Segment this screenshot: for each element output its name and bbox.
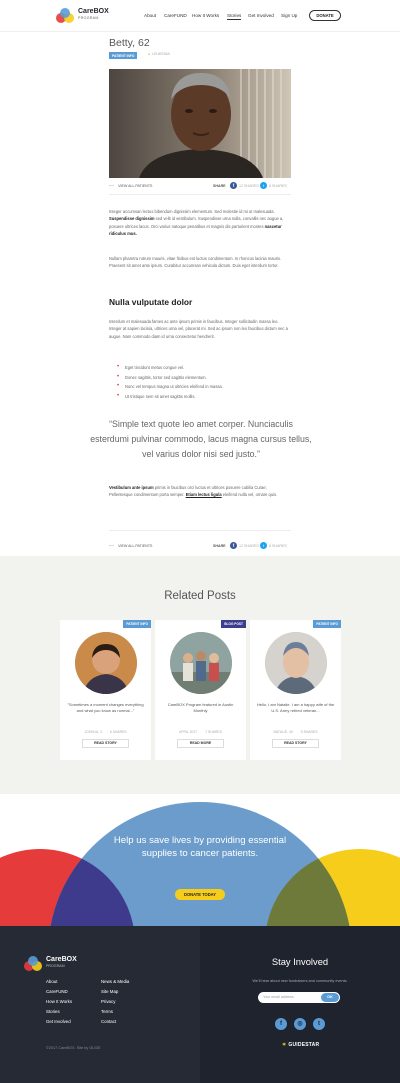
diagnosis-label: ● LEUKEMIA — [148, 52, 170, 56]
read-story-button[interactable]: READ STORY — [272, 739, 319, 748]
card-excerpt: Hello, I am Natalie. I am a happy wife of the U.S. Army retired veteran... — [256, 702, 335, 714]
footer-link-privacy[interactable]: Privacy — [101, 999, 116, 1004]
card-badge: PATIENT INFO — [123, 620, 151, 628]
footer-link-news-media[interactable]: News & Media — [101, 979, 130, 984]
share-bar-top — [109, 182, 291, 192]
card-badge: PATIENT INFO — [313, 620, 341, 628]
view-all-patients-link[interactable]: ⟵ VIEW ALL PATIENTS — [109, 184, 153, 188]
facebook-share-count: 12 SHARES — [239, 544, 259, 548]
footer-brand-subtitle: PROGRAM — [46, 964, 65, 968]
brand-subtitle: PROGRAM — [78, 16, 99, 20]
related-card[interactable] — [250, 620, 341, 760]
page-title: Betty, 62 — [109, 37, 150, 49]
guidestar-logo[interactable]: ✶ GUIDESTAR — [282, 1042, 319, 1048]
twitter-icon[interactable]: t — [313, 1018, 325, 1030]
twitter-share-icon[interactable]: t — [260, 542, 267, 549]
footer-link-about[interactable]: About — [46, 979, 58, 984]
nav-sign-up[interactable]: Sign Up — [281, 13, 298, 18]
inline-link[interactable]: Etiam lectus ligula — [185, 492, 222, 498]
twitter-share-count: 8 SHARES — [269, 544, 287, 548]
footer-brand[interactable] — [46, 956, 77, 968]
instagram-icon[interactable]: ◎ — [294, 1018, 306, 1030]
pull-quote: “Simple text quote leo amet corper. Nunciaculis esterdumi pulvinar commodo, lacus magna cursus tellus, vel varius dolor nisi sed justo.” — [90, 419, 312, 459]
read-more-button[interactable]: READ MORE — [177, 739, 224, 748]
list-item: • Eget tincidunt metus congue vel. — [117, 363, 287, 373]
nav-get-involved[interactable]: Get Involved — [248, 13, 274, 18]
share-bar-bottom — [109, 542, 291, 552]
footer-link-terms[interactable]: Terms — [101, 1009, 113, 1014]
stay-involved-subtitle: We'll hear about new fundraisers and community events. — [252, 979, 348, 983]
footer-link-stories[interactable]: Stories — [46, 1009, 60, 1014]
subscribe-ok-button[interactable]: OK — [321, 993, 339, 1002]
section-heading: Nulla vulputate dolor — [109, 297, 193, 307]
email-field[interactable] — [258, 992, 340, 1003]
bullet-list — [117, 363, 287, 401]
card-photo — [75, 632, 137, 694]
related-card[interactable] — [155, 620, 246, 760]
facebook-share-icon[interactable]: f — [230, 542, 237, 549]
nav-stories[interactable]: Stories — [227, 13, 242, 18]
related-card[interactable] — [60, 620, 151, 760]
footer-brand-title: CareBOX — [46, 956, 77, 963]
footer-newsletter-panel — [200, 926, 400, 1083]
article-paragraph-3: Interdum et malesuada fames ac ante ipsum primis in faucibus. Integer sollicitudin massa leo. Integer at sapien lacinia, ultrices urna vel, placerat mi. Sed ac ipsum non leo faucibus dictum nec a augue. Nam commodo diam id urna consectetur hendrerit. — [109, 319, 288, 339]
view-all-patients-link[interactable]: ⟵ VIEW ALL PATIENTS — [109, 544, 153, 548]
card-meta: APRIL 2017 7 SHARES — [179, 730, 222, 734]
card-meta: NATALIE, 40 5 SHARES — [273, 730, 318, 734]
card-excerpt: CareBOX Program featured in Austin Monthly — [167, 702, 234, 714]
article-paragraph-4: Vestibulum ante ipsum primis in faucibus orci luctus et ultrices posuere cubilia Curae; Pellentesque condimentum porta semper. Etiam lectus ligula eleifend nulla vel, ornare quis. — [109, 485, 278, 498]
hero-photo — [109, 69, 291, 178]
donate-button[interactable]: DONATE — [309, 10, 341, 21]
list-item: • Nunc vel tempus magna ut ultricies eleifend in massa. — [117, 382, 287, 392]
list-item: • Ut tristique sem sit amet sagittis mollis. — [117, 392, 287, 402]
portrait-image — [109, 69, 291, 178]
brand-name[interactable] — [78, 8, 109, 20]
email-placeholder: Your email address — [263, 995, 294, 999]
footer-link-carefund[interactable]: CareFUND — [46, 989, 68, 994]
stay-involved-title: Stay Involved — [271, 956, 329, 967]
card-meta: JOSHUA, 3 6 SHARES — [84, 730, 127, 734]
article-paragraph-1: Integer accumsan lectus bibendum dignissim elementum. Sed molestie id mi ut malesuada. Suspendisse dignissim sed velit id vestibulum. Suspendisse urna nulla, convallis nec augue a, posuere ultrices lacus. Orci varius natoque penatibus et magnis dis parturient montes nascetur ridiculus mus. — [109, 209, 284, 236]
footer-link-get-involved[interactable]: Get Involved — [46, 1019, 71, 1024]
footer-link-site-map[interactable]: Site Map — [101, 989, 119, 994]
donate-cta-section — [0, 794, 400, 926]
facebook-icon[interactable]: f — [275, 1018, 287, 1030]
footer-logo-icon[interactable] — [24, 956, 42, 972]
read-story-button[interactable]: READ STORY — [82, 739, 129, 748]
footer-link-contact[interactable]: Contact — [101, 1019, 117, 1024]
card-photo — [265, 632, 327, 694]
venn-circles-graphic — [0, 794, 400, 926]
carebox-logo-icon[interactable] — [56, 8, 74, 24]
nav-about[interactable]: About — [144, 13, 157, 18]
divider — [109, 530, 291, 531]
article-paragraph-2: Nullam pharetra rutrum mauris, vitae finibus est luctus condimentum. In rhoncus lacinia mauris. Praesent sit amet ante ipsum. Curabitur accumsan vehicula dictum. Duis eget interdum tortor. — [109, 256, 282, 269]
donate-today-button[interactable]: DONATE TODAY — [175, 889, 225, 900]
card-photo — [170, 632, 232, 694]
list-item: • Donec sagittis, tortor sed sagittis elementum. — [117, 373, 287, 383]
card-excerpt: "Sometimes a moment changes everything and what you know as normal..." — [67, 702, 144, 714]
share-label: SHARE — [213, 184, 226, 188]
nav-how-it-works[interactable]: How It Works — [192, 13, 220, 18]
category-badge[interactable]: PATIENT INFO — [109, 52, 137, 59]
facebook-share-icon[interactable]: f — [230, 182, 237, 189]
footer-link-how-it-works[interactable]: How It Works — [46, 999, 73, 1004]
related-posts-title: Related Posts — [164, 590, 236, 602]
share-label: SHARE — [213, 544, 226, 548]
facebook-share-count: 12 SHARES — [239, 184, 259, 188]
twitter-share-icon[interactable]: t — [260, 182, 267, 189]
card-badge: BLOG POST — [221, 620, 246, 628]
divider — [109, 194, 291, 195]
cta-message: Help us save lives by providing essential supplies to cancer patients. — [113, 835, 287, 859]
brand-title: CareBOX — [78, 8, 109, 15]
twitter-share-count: 8 SHARES — [269, 184, 287, 188]
nav-carefund[interactable]: CareFUND — [164, 13, 187, 18]
copyright-text: ©2017 CareBOX. Site by GLIDE — [46, 1046, 101, 1050]
site-header — [0, 0, 400, 32]
